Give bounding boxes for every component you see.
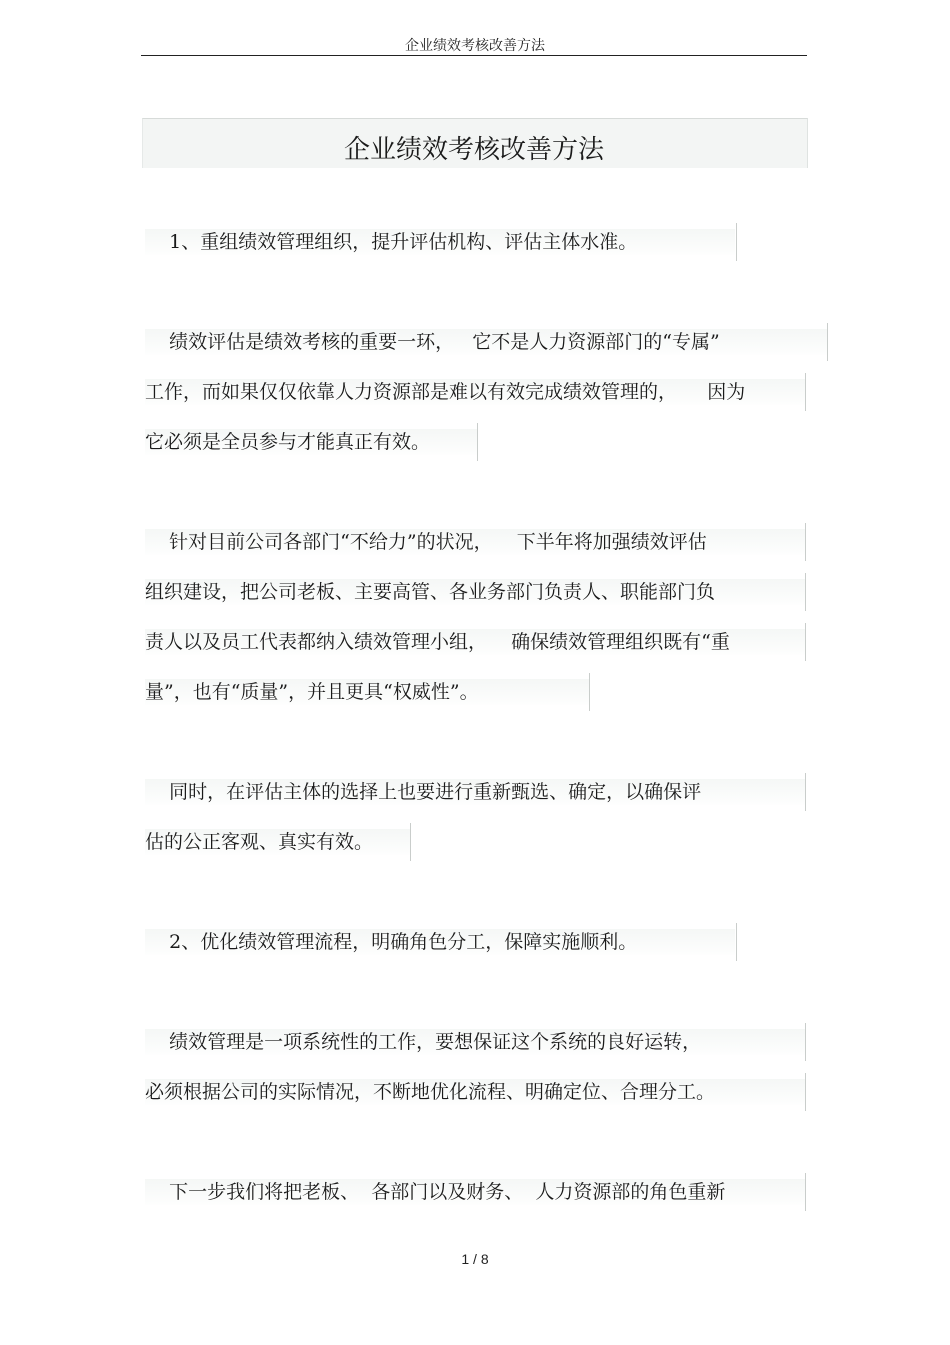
paragraph-line: 它必须是全员参与才能真正有效。 xyxy=(145,429,477,455)
text-cursor-mark xyxy=(736,923,737,961)
text-cursor-mark xyxy=(477,423,478,461)
header-divider xyxy=(141,55,807,56)
text-cursor-mark xyxy=(805,1023,806,1061)
paragraph-line: 量”，也有“质量”，并且更具“权威性”。 xyxy=(145,679,589,705)
page-number: 1 / 8 xyxy=(461,1251,489,1267)
text-cursor-mark xyxy=(805,773,806,811)
text-cursor-mark xyxy=(805,1073,806,1111)
paragraph-line: 责人以及员工代表都纳入绩效管理小组， 确保绩效管理组织既有“重 xyxy=(145,629,805,655)
section-heading-1: 1、重组绩效管理组织，提升评估机构、评估主体水准。 xyxy=(145,229,735,255)
paragraph-line: 组织建设，把公司老板、主要高管、各业务部门负责人、职能部门负 xyxy=(145,579,805,605)
text-cursor-mark xyxy=(827,323,828,361)
text-cursor-mark xyxy=(805,573,806,611)
text-cursor-mark xyxy=(736,223,737,261)
paragraph-line: 工作，而如果仅仅依靠人力资源部是难以有效完成绩效管理的， 因为 xyxy=(145,379,805,405)
paragraph-line: 针对目前公司各部门“不给力”的状况， 下半年将加强绩效评估 xyxy=(145,529,805,555)
paragraph-line: 下一步我们将把老板、 各部门以及财务、 人力资源部的角色重新 xyxy=(145,1179,805,1205)
paragraph-line: 同时，在评估主体的选择上也要进行重新甄选、确定，以确保评 xyxy=(145,779,805,805)
text-cursor-mark xyxy=(589,673,590,711)
paragraph-line: 必须根据公司的实际情况，不断地优化流程、明确定位、合理分工。 xyxy=(145,1079,805,1105)
paragraph-line: 绩效评估是绩效考核的重要一环， 它不是人力资源部门的“专属” xyxy=(145,329,827,355)
running-header: 企业绩效考核改善方法 xyxy=(405,38,545,54)
paragraph-line: 估的公正客观、真实有效。 xyxy=(145,829,410,855)
text-cursor-mark xyxy=(805,523,806,561)
text-cursor-mark xyxy=(410,823,411,861)
document-title: 企业绩效考核改善方法 xyxy=(343,135,604,165)
text-cursor-mark xyxy=(805,373,806,411)
text-cursor-mark xyxy=(805,1173,806,1211)
paragraph-line: 绩效管理是一项系统性的工作，要想保证这个系统的良好运转， xyxy=(145,1029,805,1055)
text-cursor-mark xyxy=(805,623,806,661)
section-heading-2: 2、优化绩效管理流程，明确角色分工，保障实施顺利。 xyxy=(145,929,735,955)
